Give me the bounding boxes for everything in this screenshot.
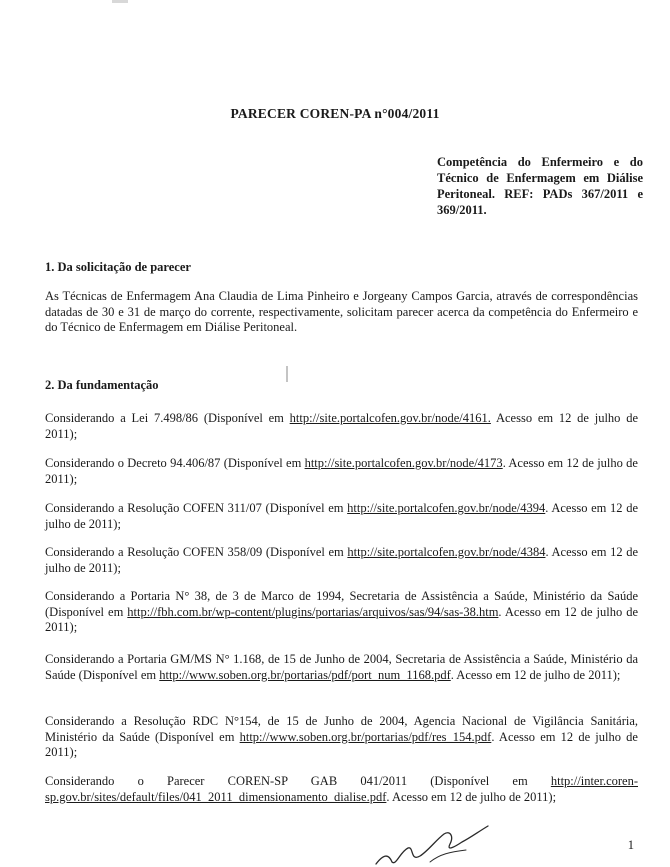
fundamentacao-item: Considerando a Resolução COFEN 311/07 (Disponível em http://site.portalcofen.gov.br/node/4394. Acesso em 12 de julho de 2011);: [45, 501, 638, 531]
reference-link[interactable]: http://site.portalcofen.gov.br/node/4161.: [289, 411, 491, 425]
fundamentacao-item: Considerando o Decreto 94.406/87 (Disponível em http://site.portalcofen.gov.br/node/4173. Acesso em 12 de julho de 2011);: [45, 456, 638, 486]
scan-artifact: [112, 0, 128, 3]
fundamentacao-item: Considerando o Parecer COREN-SP GAB 041/2011 (Disponível em http://inter.coren-sp.gov.br/sites/default/files/041_2011_dimensionamento_dialise.pdf. Acesso em 12 de julho de 2011);: [45, 774, 638, 804]
page-number: 1: [627, 838, 634, 852]
reference-link[interactable]: http://www.soben.org.br/portarias/pdf/port_num_1168.pdf: [159, 667, 451, 682]
fundamentacao-item: Considerando a Resolução COFEN 358/09 (Disponível em http://site.portalcofen.gov.br/node/4384. Acesso em 12 de julho de 2011);: [45, 545, 639, 575]
reference-link[interactable]: http://www.soben.org.br/portarias/pdf/res_154.pdf: [239, 729, 492, 744]
signature-icon: [370, 822, 500, 867]
fundamentacao-item: Considerando a Lei 7.498/86 (Disponível em http://site.portalcofen.gov.br/node/4161. Acesso em 12 de julho de 2011);: [45, 411, 638, 441]
reference-link[interactable]: http://inter.coren-sp.gov.br/sites/default/files/041_2011_dimensionamento_dialise.pdf: [45, 774, 638, 804]
reference-link[interactable]: http://site.portalcofen.gov.br/node/4173: [304, 456, 503, 470]
fundamentacao-item: Considerando a Portaria GM/MS N° 1.168, de 15 de Junho de 2004, Secretaria de Assistência a Saúde, Ministério da Saúde (Disponível em http://www.soben.org.br/portarias/pdf/port_num_1168.pdf. Acesso em 12 de julho de 2011);: [45, 652, 638, 682]
fundamentacao-item: Considerando a Portaria N° 38, de 3 de Marco de 1994, Secretaria de Assistência a Saúde, Ministério da Saúde (Disponível em http://fbh.com.br/wp-content/plugins/portarias/arquivos/sas/94/sas-38.htm. Acesso em 12 de julho de 2011);: [45, 589, 638, 634]
section-2-heading: 2. Da fundamentação: [45, 378, 159, 392]
scan-artifact: [286, 366, 288, 382]
document-title: PARECER COREN-PA n°004/2011: [230, 106, 440, 121]
fundamentacao-item: Considerando a Resolução RDC N°154, de 15 de Junho de 2004, Agencia Nacional de Vigilância Sanitária, Ministério da Saúde (Disponível em http://www.soben.org.br/portarias/pdf/res_154.pdf. Acesso em 12 de julho de 2011);: [45, 714, 638, 759]
reference-link[interactable]: http://fbh.com.br/wp-content/plugins/portarias/arquivos/sas/94/sas-38.htm: [127, 604, 499, 619]
section-1-text: As Técnicas de Enfermagem Ana Claudia de Lima Pinheiro e Jorgeany Campos Garcia, através de correspondências datadas de 30 e 31 de março do corrente, respectivamente, solicitam parecer acerca da competência do Enfermeiro e do Técnico de Enfermagem em Diálise Peritoneal.: [45, 289, 638, 334]
reference-link[interactable]: http://site.portalcofen.gov.br/node/4384: [347, 545, 546, 559]
section-1-heading: 1. Da solicitação de parecer: [45, 260, 191, 274]
reference-link[interactable]: http://site.portalcofen.gov.br/node/4394: [347, 501, 546, 515]
document-subject: Competência do Enfermeiro e do Técnico de Enfermagem em Diálise Peritoneal. REF: PADs 367/2011 e 369/2011.: [437, 155, 643, 217]
